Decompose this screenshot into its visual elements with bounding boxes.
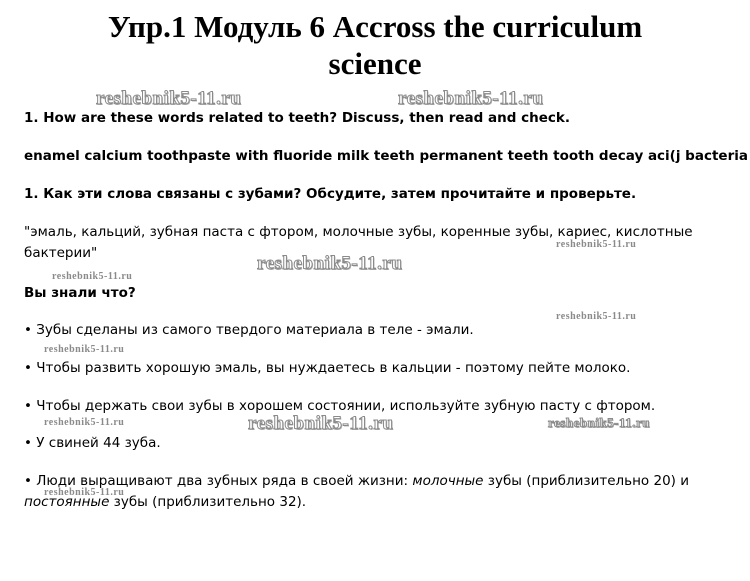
watermark-text: reshebnik5-11.ru — [248, 413, 394, 434]
word-list-english: enamel calcium toothpaste with fluoride milk teeth permanent teeth tooth decay aci(j bacteria — [24, 148, 748, 164]
fact-text: зубы (приблизительно 32). — [109, 494, 307, 510]
fact-two-sets-line-1 — [24, 471, 724, 492]
watermark-text: reshebnik5-11.ru — [398, 88, 544, 109]
watermark-text: reshebnik5-11.ru — [556, 311, 637, 322]
did-you-know-heading: Вы знали что? — [24, 285, 136, 301]
fact-text: зубы (приблизительно 20) и — [483, 473, 689, 489]
title-line-1: Упр.1 Модуль 6 Accross the curriculum — [107, 9, 643, 44]
watermark-text: reshebnik5-11.ru — [44, 417, 125, 428]
watermark-text: reshebnik5-11.ru — [96, 88, 242, 109]
fact-calcium: • Чтобы развить хорошую эмаль, вы нуждаетесь в кальции - поэтому пейте молоко. — [24, 360, 631, 376]
fact-fluoride: • Чтобы держать свои зубы в хорошем состоянии, используйте зубную пасту с фтором. — [24, 398, 656, 414]
watermark-text: reshebnik5-11.ru — [52, 271, 133, 282]
task-russian: 1. Как эти слова связаны с зубами? Обсудите, затем прочитайте и проверьте. — [24, 186, 637, 202]
watermark-text: reshebnik5-11.ru — [548, 415, 651, 430]
fact-italic-milk: молочные — [412, 473, 484, 489]
watermark-text: reshebnik5-11.ru — [556, 239, 637, 250]
watermark-text: reshebnik5-11.ru — [44, 344, 125, 355]
fact-italic-permanent: постоянные — [24, 494, 110, 510]
task-english: 1. How are these words related to teeth? Discuss, then read and check. — [24, 110, 570, 126]
fact-two-sets-line-2 — [24, 492, 724, 513]
word-list-russian-line-1: "эмаль, кальций, зубная паста с фтором, молочные зубы, коренные зубы, кариес, кислотные — [24, 224, 693, 240]
title-line-2: science — [328, 46, 422, 81]
watermark-text: reshebnik5-11.ru — [257, 253, 403, 274]
watermark-text: reshebnik5-11.ru — [44, 487, 125, 498]
word-list-russian-line-2: бактерии" — [24, 245, 98, 261]
fact-pigs: • У свиней 44 зуба. — [24, 435, 161, 451]
fact-text: • Люди выращивают два зубных ряда в своей жизни: — [24, 473, 413, 489]
fact-enamel: • Зубы сделаны из самого твердого материала в теле - эмали. — [24, 322, 474, 338]
